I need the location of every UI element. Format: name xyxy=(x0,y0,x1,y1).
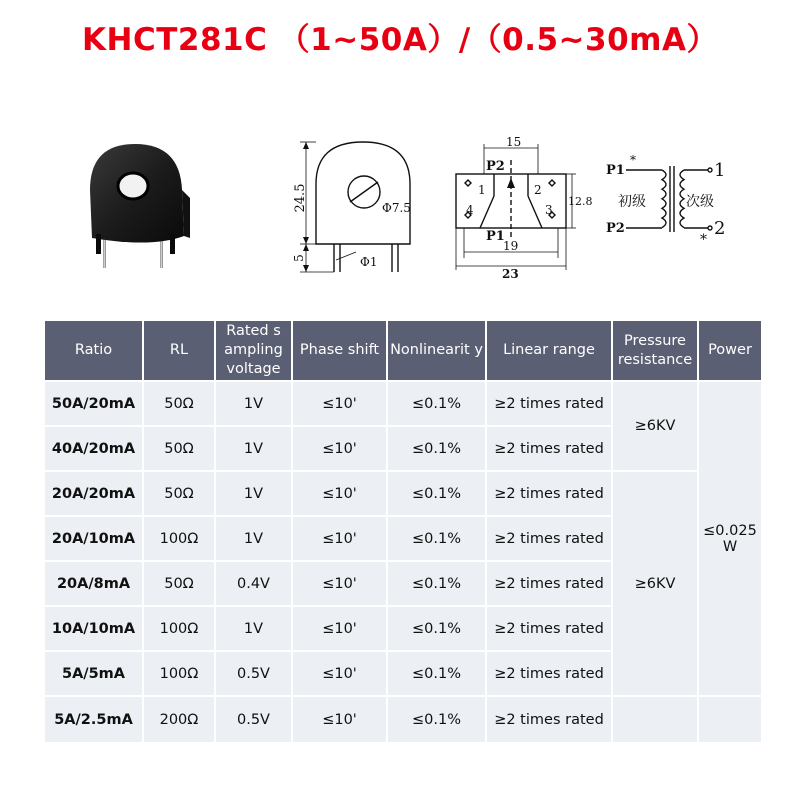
dim-height: 24.5 xyxy=(293,183,308,213)
table-row xyxy=(44,381,762,426)
col-header-linear-range: Linear range xyxy=(486,320,612,381)
col-header-rated-voltage: Rated s ampling voltage xyxy=(215,320,292,381)
cell-linear-range: ≥2 times rated xyxy=(486,561,612,606)
spec-table xyxy=(43,319,763,744)
dim-top-width: 15 xyxy=(506,135,522,149)
cell-voltage: 1V xyxy=(215,471,292,516)
cell-linear-range: ≥2 times rated xyxy=(486,516,612,561)
schematic-secondary: 次级 xyxy=(686,194,714,210)
cell-pressure: ≥6KV xyxy=(612,381,698,471)
cell-phase: ≤10' xyxy=(292,381,387,426)
cell-linear-range: ≥2 times rated xyxy=(486,426,612,471)
cell-voltage: 1V xyxy=(215,426,292,471)
cell-rl: 100Ω xyxy=(143,651,215,696)
col-header-nonlinearity: Nonlinearit y xyxy=(387,320,486,381)
table-row xyxy=(44,696,762,743)
pin-2: 2 xyxy=(534,183,542,197)
dim-pin-diameter: Φ1 xyxy=(360,255,378,269)
cell-ratio: 20A/8mA xyxy=(44,561,143,606)
schematic-star-top: * xyxy=(630,153,636,167)
dim-pin-length: 5 xyxy=(292,254,306,262)
schematic-primary: 初级 xyxy=(618,194,646,210)
cell-power: ≤0.025 W xyxy=(698,381,762,696)
cell-pressure xyxy=(612,696,698,743)
product-photo xyxy=(80,138,200,274)
pin-3: 3 xyxy=(545,203,553,217)
pin-4: 4 xyxy=(466,203,474,217)
cell-phase: ≤10' xyxy=(292,426,387,471)
cell-ratio: 40A/20mA xyxy=(44,426,143,471)
schematic-star-bottom: * xyxy=(700,232,707,248)
cell-nonlinearity: ≤0.1% xyxy=(387,516,486,561)
cell-rl: 200Ω xyxy=(143,696,215,743)
table-header-row xyxy=(44,320,762,381)
cell-ratio: 50A/20mA xyxy=(44,381,143,426)
front-view-drawing xyxy=(286,134,436,276)
dim-body-height: 12.8 xyxy=(568,195,593,208)
cell-pressure: ≥6KV xyxy=(612,471,698,696)
cell-voltage: 0.5V xyxy=(215,651,292,696)
cell-nonlinearity: ≤0.1% xyxy=(387,651,486,696)
cell-voltage: 1V xyxy=(215,381,292,426)
cell-linear-range: ≥2 times rated xyxy=(486,651,612,696)
dim-inner-width: 19 xyxy=(503,239,519,253)
cell-nonlinearity: ≤0.1% xyxy=(387,696,486,743)
cell-rl: 50Ω xyxy=(143,381,215,426)
cell-ratio: 20A/10mA xyxy=(44,516,143,561)
cell-linear-range: ≥2 times rated xyxy=(486,696,612,743)
schematic-drawing xyxy=(604,152,734,252)
col-header-ratio: Ratio xyxy=(44,320,143,381)
cell-rl: 50Ω xyxy=(143,426,215,471)
cell-nonlinearity: ≤0.1% xyxy=(387,561,486,606)
schematic-out-1: 1 xyxy=(714,160,726,181)
cell-rl: 50Ω xyxy=(143,471,215,516)
label-p1: P1 xyxy=(486,229,505,244)
col-header-phase-shift: Phase shift xyxy=(292,320,387,381)
label-p2: P2 xyxy=(486,159,505,174)
cell-voltage: 0.4V xyxy=(215,561,292,606)
cell-linear-range: ≥2 times rated xyxy=(486,471,612,516)
cell-phase: ≤10' xyxy=(292,561,387,606)
col-header-pressure: Pressure resistance xyxy=(612,320,698,381)
dim-hole-diameter: Φ7.5 xyxy=(382,201,411,215)
table-row xyxy=(44,471,762,516)
cell-voltage: 1V xyxy=(215,516,292,561)
cell-rl: 100Ω xyxy=(143,516,215,561)
bottom-view-drawing xyxy=(450,134,593,282)
cell-ratio: 10A/10mA xyxy=(44,606,143,651)
cell-power xyxy=(698,696,762,743)
cell-ratio: 5A/5mA xyxy=(44,651,143,696)
cell-rl: 50Ω xyxy=(143,561,215,606)
cell-voltage: 1V xyxy=(215,606,292,651)
cell-nonlinearity: ≤0.1% xyxy=(387,606,486,651)
cell-linear-range: ≥2 times rated xyxy=(486,381,612,426)
cell-phase: ≤10' xyxy=(292,606,387,651)
page-title: KHCT281C （1~50A）/（0.5~30mA） xyxy=(82,22,718,58)
cell-phase: ≤10' xyxy=(292,471,387,516)
cell-nonlinearity: ≤0.1% xyxy=(387,426,486,471)
cell-ratio: 20A/20mA xyxy=(44,471,143,516)
pin-1: 1 xyxy=(478,183,486,197)
schematic-p1: P1 xyxy=(606,163,625,178)
cell-linear-range: ≥2 times rated xyxy=(486,606,612,651)
cell-phase: ≤10' xyxy=(292,516,387,561)
cell-phase: ≤10' xyxy=(292,651,387,696)
schematic-out-2: 2 xyxy=(714,218,726,239)
cell-rl: 100Ω xyxy=(143,606,215,651)
cell-ratio: 5A/2.5mA xyxy=(44,696,143,743)
cell-nonlinearity: ≤0.1% xyxy=(387,471,486,516)
cell-voltage: 0.5V xyxy=(215,696,292,743)
col-header-power: Power xyxy=(698,320,762,381)
dim-total-width: 23 xyxy=(502,267,519,281)
cell-phase: ≤10' xyxy=(292,696,387,743)
cell-nonlinearity: ≤0.1% xyxy=(387,381,486,426)
schematic-p2: P2 xyxy=(606,221,625,236)
col-header-rl: RL xyxy=(143,320,215,381)
